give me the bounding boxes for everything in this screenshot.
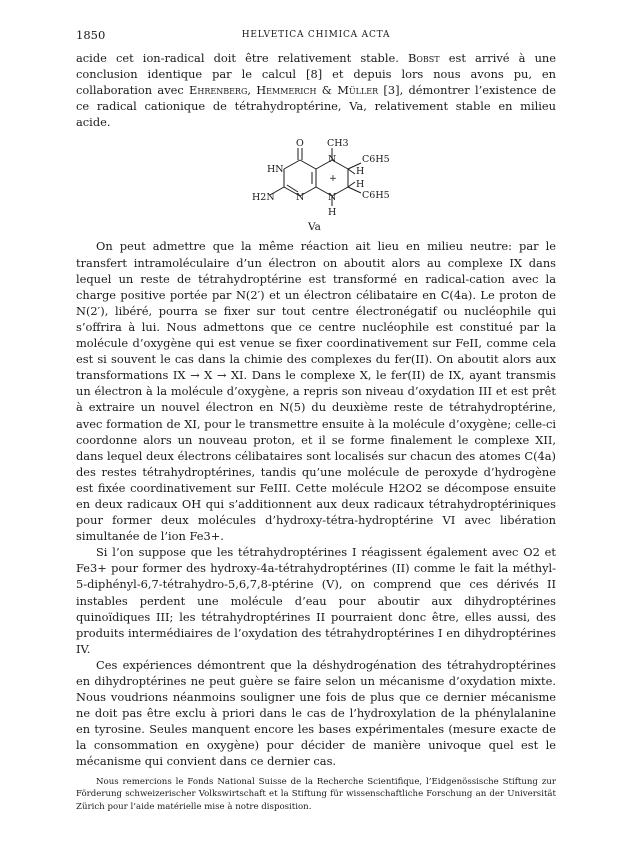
paragraph-1 bbox=[76, 50, 556, 130]
author-names-collaboration: Ehrenberg, Hemmerich & Müller bbox=[189, 83, 379, 98]
atom-ch3: CH3 bbox=[327, 138, 349, 150]
paragraph-1-text-b: est arrivé à une conclusion identique par le calcul [8] et depuis lors nous avons pu, en collaboration avec bbox=[76, 51, 556, 98]
atom-c6h5-bottom: C6H5 bbox=[362, 190, 390, 202]
atom-hn: HN bbox=[267, 164, 284, 176]
atom-h2n: H2N bbox=[252, 192, 275, 204]
paragraph-2: On peut admettre que la même réaction ait lieu en milieu neutre: par le transfert intramoléculaire d’un électron on aboutit alors au complexe IX dans lequel un reste de tétrahydroptérine est transformé en radical-cation avec la charge positive portée par N(2′) et un électron célibataire en C(4a). Le proton de N(2′), libéré, pourra se fixer sur tout centre électronégatif ou nucléophile qui s’offrira à lui. Nous admettons que ce centre nucléophile est constitué par la molécule d’oxygène qui est venue se fixer coordinativement sur FeII, comme cela est si souvent le cas dans la chimie des complexes du fer(II). On aboutit alors aux transformations IX → X → XI. Dans le complexe X, le fer(II) de IX, ayant transmis un électron à la molécule d’oxygène, a repris son niveau d’oxydation III et est prêt à extraire un nouvel électron en N(5) du deuxième reste de tétrahydroptérine, avec formation de XI, pour le transmettre ensuite à la molécule d’oxygène; celle-ci coordonne alors un nouveau proton, et il se forme finalement le complexe XII, dans lequel deux électrons célibataires sont localisés sur chacun des atomes C(4a) des restes tétrahydroptérines, tandis qu’une molécule de peroxyde d’hydrogène est fixée coordinativement sur FeIII. Cette molécule H2O2 se décompose ensuite en deux radicaux OH qui s’additionnent aux deux radicaux tétrahydroptériniques pour former deux molécules d’hydroxy-tétra-hydroptérine VI avec libération simultanée de l’ion Fe3+. bbox=[76, 239, 556, 544]
running-title: HELVETICA CHIMICA ACTA bbox=[241, 30, 391, 40]
chemical-structure-figure bbox=[76, 136, 556, 234]
atom-o: O bbox=[296, 138, 304, 150]
paragraph-4: Ces expériences démontrent que la déshydrogénation des tétrahydroptérines en dihydroptérines ne peut guère se faire selon un mécanisme d’oxydation mixte. Nous voudrions néanmoins souligner une fois de plus que ce dernier mécanisme ne doit pas être exclu à priori dans le cas de l’hydroxylation de la phénylalanine en tyrosine. Seules manquent encore les bases expérimentales (mesure exacte de la consommation en oxygène) pour décider de manière univoque quel est le mécanisme qui convient dans ce dernier cas. bbox=[76, 657, 556, 769]
acknowledgement: Nous remercions le Fonds National Suisse de la Recherche Scientifique, l’Eidgenössische Stiftung zur Förderung schweizerischer Volkswirtschaft et la Stiftung für wissenschaftliche Forschung an der Universität Zürich pour l’aide matérielle mise à notre disposition. bbox=[76, 776, 556, 812]
atom-c6h5-top: C6H5 bbox=[362, 154, 390, 166]
paragraph-3: Si l’on suppose que les tétrahydroptérines I réagissent également avec O2 et Fe3+ pour former des hydroxy-4a-tétrahydroptérines (II) comme le fait la méthyl-5-diphényl-6,7-tétrahydro-5,6,7,8-ptérine (V), on comprend que ces dérivés II instables perdent une molécule d’eau pour aboutir aux dihydroptérines quinoïdiques III; les tétrahydroptérines II pourraient donc être, elles aussi, des produits intermédiaires de l’oxydation des tétrahydroptérines I en dihydroptérines IV. bbox=[76, 545, 556, 656]
paragraph-1-text-c: [3], démontrer l’existence de ce radical cationique de tétrahydroptérine, Va, relativement stable en milieu acide. bbox=[76, 83, 557, 130]
paragraph-1-text-a: acide cet ion-radical doit être relativement stable. bbox=[76, 51, 408, 65]
atom-n8: N bbox=[328, 192, 337, 204]
page-header bbox=[76, 28, 556, 44]
author-name-bobst: Bobst bbox=[407, 51, 440, 65]
page-number: 1850 bbox=[76, 28, 106, 42]
structure-label: Va bbox=[308, 221, 321, 234]
tetrahydropterin-radical-structure bbox=[76, 136, 556, 234]
charge-plus: + bbox=[329, 173, 337, 185]
atom-h-bottom: H bbox=[328, 207, 337, 219]
atom-n1: N bbox=[296, 192, 305, 204]
atom-h-top: H bbox=[356, 166, 365, 178]
atom-h-mid: H bbox=[356, 179, 365, 191]
article-body bbox=[76, 50, 556, 813]
atom-n5: N bbox=[328, 154, 337, 166]
